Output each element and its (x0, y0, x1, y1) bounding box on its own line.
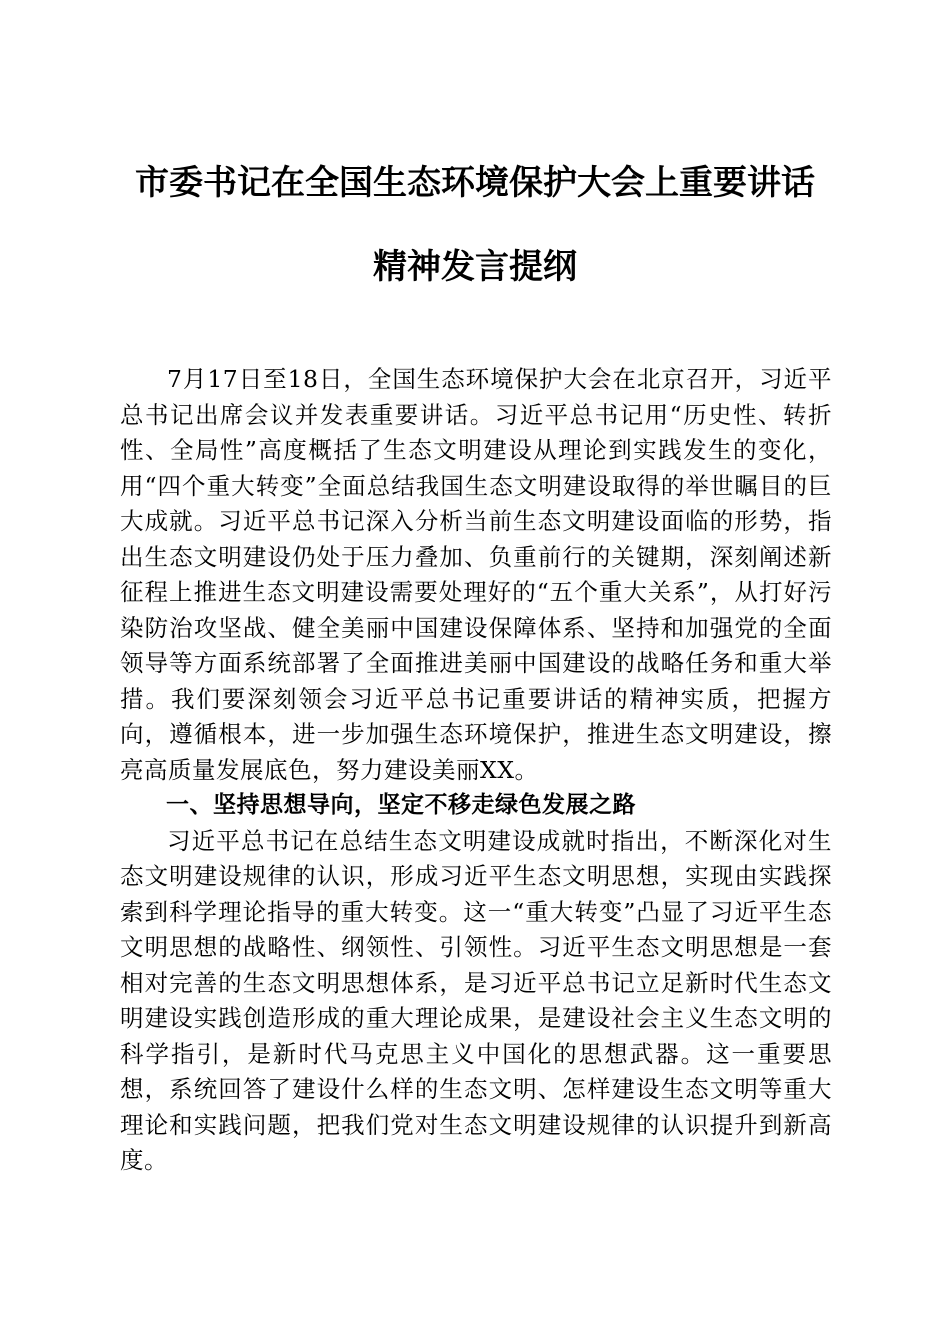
document-title (100, 165, 850, 285)
title-line-1: 市委书记在全国生态环境保护大会上重要讲话 (135, 163, 815, 203)
paragraph-section-1: 习近平总书记在总结生态文明建设成就时指出，不断深化对生态文明建设规律的认识，形成习近平生态文明思想，实现由实践探索到科学理论指导的重大转变。这一“重大转变”凸显了习近平生态文明思想的战略性、纲领性、引领性。习近平生态文明思想是一套相对完善的生态文明思想体系，是习近平总书记立足新时代生态文明建设实践创造形成的重大理论成果，是建设社会主义生态文明的科学指引，是新时代马克思主义中国化的思想武器。这一重要思想，系统回答了建设什么样的生态文明、怎样建设生态文明等重大理论和实践问题，把我们党对生态文明建设规律的认识提升到新高度。 (120, 826, 832, 1174)
title-line-2: 精神发言提纲 (373, 247, 577, 287)
document-body (120, 362, 832, 1179)
paragraph-intro: 7月17日至18日，全国生态环境保护大会在北京召开，习近平总书记出席会议并发表重要讲话。习近平总书记用“历史性、转折性、全局性”高度概括了生态文明建设从理论到实践发生的变化，用“四个重大转变”全面总结我国生态文明建设取得的举世瞩目的巨大成就。习近平总书记深入分析当前生态文明建设面临的形势，指出生态文明建设仍处于压力叠加、负重前行的关键期，深刻阐述新征程上推进生态文明建设需要处理好的“五个重大关系”，从打好污染防治攻坚战、健全美丽中国建设保障体系、坚持和加强党的全面领导等方面系统部署了全面推进美丽中国建设的战略任务和重大举措。我们要深刻领会习近平总书记重要讲话的精神实质，把握方向，遵循根本，进一步加强生态环境保护，推进生态文明建设，擦亮高质量发展底色，努力建设美丽XX。 (120, 365, 832, 784)
section-heading-1: 一、坚持思想导向，坚定不移走绿色发展之路 (166, 792, 636, 818)
